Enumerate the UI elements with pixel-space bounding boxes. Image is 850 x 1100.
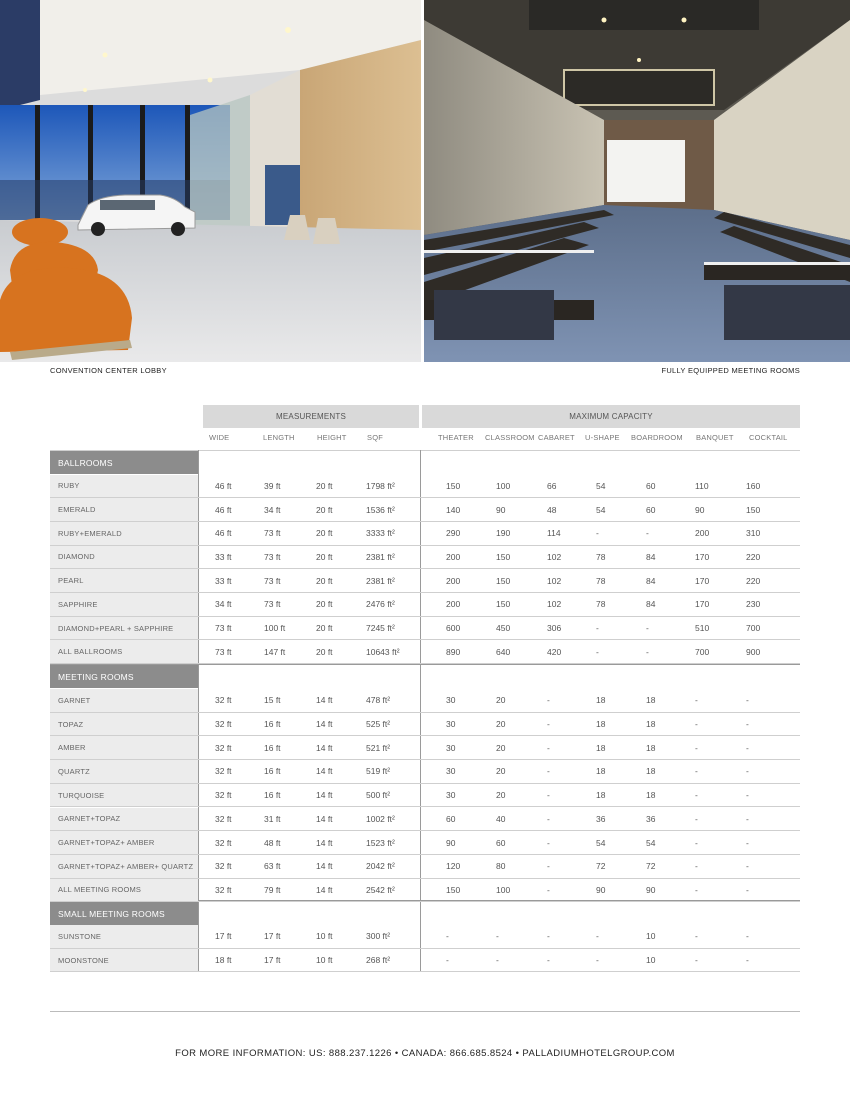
cell-boardroom: -: [646, 623, 649, 634]
convention-center-lobby-photo: [0, 0, 421, 362]
room-name: AMBER: [50, 736, 198, 759]
table-row: [50, 475, 800, 499]
cell-u-shape: 72: [596, 861, 606, 872]
cell-height: 20 ft: [316, 646, 333, 657]
cell-cabaret: -: [547, 931, 550, 942]
column-header-theater: THEATER: [438, 433, 474, 442]
cell-length: 63 ft: [264, 861, 281, 872]
maximum-capacity-group-header: MAXIMUM CAPACITY: [422, 405, 800, 428]
cell-theater: 200: [446, 551, 461, 562]
cell-wide: 34 ft: [215, 599, 232, 610]
cell-theater: 30: [446, 790, 456, 801]
room-name: GARNET+TOPAZ+ AMBER: [50, 831, 198, 854]
cell-banquet: 170: [695, 551, 710, 562]
cell-height: 20 ft: [316, 528, 333, 539]
cell-wide: 32 ft: [215, 766, 232, 777]
lobby-caption: CONVENTION CENTER LOBBY: [50, 366, 167, 375]
cell-sqf: 10643 ft²: [366, 646, 400, 657]
cell-banquet: -: [695, 837, 698, 848]
cell-u-shape: 18: [596, 719, 606, 730]
cell-sqf: 3333 ft²: [366, 528, 395, 539]
table-row: [50, 736, 800, 760]
cell-cabaret: -: [547, 742, 550, 753]
room-name: DIAMOND: [50, 546, 198, 569]
cell-banquet: 90: [695, 504, 705, 515]
cell-banquet: 170: [695, 599, 710, 610]
cell-wide: 73 ft: [215, 646, 232, 657]
cell-wide: 32 ft: [215, 884, 232, 895]
footer-rule: [50, 1011, 800, 1012]
cell-banquet: 110: [695, 480, 709, 491]
cell-banquet: 200: [695, 528, 710, 539]
cell-sqf: 2381 ft²: [366, 575, 395, 586]
cell-classroom: -: [496, 931, 499, 942]
room-name: SUNSTONE: [50, 925, 198, 948]
cell-boardroom: 10: [646, 955, 656, 966]
column-header-cocktail: COCKTAIL: [749, 433, 788, 442]
table-row: [50, 569, 800, 593]
column-header-classroom: CLASSROOM: [485, 433, 535, 442]
cell-wide: 46 ft: [215, 480, 232, 491]
cell-u-shape: -: [596, 623, 599, 634]
cell-classroom: 150: [496, 551, 511, 562]
cell-height: 20 ft: [316, 623, 333, 634]
cell-cabaret: 420: [547, 646, 562, 657]
cell-length: 16 ft: [264, 766, 281, 777]
cell-u-shape: 90: [596, 884, 606, 895]
room-name: ALL BALLROOMS: [50, 640, 198, 663]
cell-cabaret: 102: [547, 575, 562, 586]
cell-boardroom: 36: [646, 813, 656, 824]
cell-wide: 32 ft: [215, 742, 232, 753]
cell-cocktail: -: [746, 837, 749, 848]
cell-theater: 30: [446, 742, 456, 753]
cell-height: 14 ft: [316, 861, 333, 872]
cell-cocktail: 700: [746, 623, 761, 634]
cell-length: 73 ft: [264, 551, 281, 562]
cell-boardroom: 60: [646, 504, 656, 515]
cell-u-shape: 78: [596, 599, 606, 610]
cell-boardroom: 84: [646, 551, 656, 562]
section-header-ballrooms: BALLROOMS: [50, 451, 198, 474]
cell-height: 14 ft: [316, 884, 333, 895]
cell-wide: 18 ft: [215, 955, 232, 966]
cell-cocktail: -: [746, 955, 749, 966]
cell-height: 20 ft: [316, 575, 333, 586]
cell-length: 17 ft: [264, 955, 281, 966]
cell-cocktail: -: [746, 742, 749, 753]
cell-cocktail: 220: [746, 551, 761, 562]
cell-cabaret: -: [547, 719, 550, 730]
cell-height: 10 ft: [316, 931, 333, 942]
cell-wide: 46 ft: [215, 504, 232, 515]
table-row: [50, 831, 800, 855]
cell-sqf: 525 ft²: [366, 719, 391, 730]
cell-theater: 150: [446, 884, 461, 895]
cell-height: 14 ft: [316, 719, 333, 730]
cell-banquet: 510: [695, 623, 710, 634]
column-header-height: HEIGHT: [317, 433, 347, 442]
cell-sqf: 500 ft²: [366, 790, 391, 801]
cell-banquet: -: [695, 931, 698, 942]
cell-cabaret: -: [547, 813, 550, 824]
cell-theater: 60: [446, 813, 456, 824]
cell-length: 16 ft: [264, 719, 281, 730]
section-header-meeting-rooms: MEETING ROOMS: [50, 665, 198, 688]
cell-theater: 150: [446, 480, 461, 491]
cell-theater: -: [446, 931, 449, 942]
cell-banquet: -: [695, 955, 698, 966]
cell-wide: 32 ft: [215, 813, 232, 824]
cell-length: 31 ft: [264, 813, 281, 824]
cell-cabaret: -: [547, 884, 550, 895]
cell-sqf: 478 ft²: [366, 695, 391, 706]
cell-boardroom: 84: [646, 599, 656, 610]
cell-classroom: 20: [496, 719, 506, 730]
cell-wide: 17 ft: [215, 931, 232, 942]
meeting-room-photo: [424, 0, 850, 362]
cell-theater: -: [446, 955, 449, 966]
cell-boardroom: -: [646, 646, 649, 657]
table-row: [50, 546, 800, 570]
cell-boardroom: 18: [646, 695, 656, 706]
cell-classroom: 640: [496, 646, 511, 657]
cell-cabaret: -: [547, 790, 550, 801]
cell-u-shape: 78: [596, 575, 606, 586]
cell-boardroom: 18: [646, 719, 656, 730]
cell-cocktail: 900: [746, 646, 761, 657]
cell-u-shape: 78: [596, 551, 606, 562]
cell-height: 14 ft: [316, 790, 333, 801]
cell-classroom: 190: [496, 528, 511, 539]
cell-sqf: 1536 ft²: [366, 504, 395, 515]
cell-sqf: 2542 ft²: [366, 884, 395, 895]
cell-cabaret: -: [547, 766, 550, 777]
cell-height: 14 ft: [316, 766, 333, 777]
cell-classroom: 20: [496, 766, 506, 777]
cell-cocktail: 160: [746, 480, 761, 491]
cell-classroom: 80: [496, 861, 506, 872]
cell-boardroom: -: [646, 528, 649, 539]
cell-classroom: 100: [496, 884, 511, 895]
cell-boardroom: 72: [646, 861, 656, 872]
cell-banquet: -: [695, 742, 698, 753]
cell-wide: 32 ft: [215, 695, 232, 706]
room-name: MOONSTONE: [50, 949, 198, 972]
cell-theater: 30: [446, 766, 456, 777]
cell-length: 17 ft: [264, 931, 281, 942]
cell-classroom: 20: [496, 695, 506, 706]
cell-length: 16 ft: [264, 790, 281, 801]
cell-classroom: 150: [496, 599, 511, 610]
cell-banquet: -: [695, 813, 698, 824]
table-row: [50, 808, 800, 832]
room-name: DIAMOND+PEARL + SAPPHIRE: [50, 617, 198, 640]
cell-cocktail: 230: [746, 599, 761, 610]
table-row: [50, 522, 800, 546]
room-name: PEARL: [50, 569, 198, 592]
cell-cocktail: -: [746, 861, 749, 872]
cell-cabaret: 102: [547, 551, 562, 562]
cell-sqf: 519 ft²: [366, 766, 391, 777]
cell-banquet: 170: [695, 575, 710, 586]
cell-theater: 600: [446, 623, 461, 634]
cell-wide: 33 ft: [215, 551, 232, 562]
column-header-sqf: SQF: [367, 433, 384, 442]
cell-height: 14 ft: [316, 813, 333, 824]
cell-length: 73 ft: [264, 599, 281, 610]
cell-length: 34 ft: [264, 504, 281, 515]
cell-wide: 32 ft: [215, 790, 232, 801]
cell-height: 14 ft: [316, 742, 333, 753]
cell-cocktail: 310: [746, 528, 761, 539]
cell-sqf: 268 ft²: [366, 955, 391, 966]
cell-cabaret: 102: [547, 599, 562, 610]
room-name: GARNET+TOPAZ: [50, 808, 198, 831]
cell-length: 100 ft: [264, 623, 286, 634]
cell-wide: 33 ft: [215, 575, 232, 586]
cell-cabaret: -: [547, 861, 550, 872]
cell-u-shape: 18: [596, 695, 606, 706]
cell-length: 15 ft: [264, 695, 281, 706]
cell-theater: 290: [446, 528, 461, 539]
cell-height: 20 ft: [316, 551, 333, 562]
room-name: ALL MEETING ROOMS: [50, 879, 198, 902]
cell-boardroom: 90: [646, 884, 656, 895]
cell-u-shape: -: [596, 955, 599, 966]
cell-banquet: -: [695, 861, 698, 872]
cell-theater: 30: [446, 719, 456, 730]
cell-cocktail: -: [746, 813, 749, 824]
cell-u-shape: 54: [596, 480, 606, 491]
cell-wide: 32 ft: [215, 837, 232, 848]
cell-wide: 46 ft: [215, 528, 232, 539]
cell-cabaret: -: [547, 837, 550, 848]
cell-sqf: 2381 ft²: [366, 551, 395, 562]
cell-sqf: 1002 ft²: [366, 813, 395, 824]
cell-classroom: 60: [496, 837, 506, 848]
table-row: [50, 784, 800, 808]
cell-wide: 73 ft: [215, 623, 232, 634]
cell-classroom: 450: [496, 623, 511, 634]
table-row: [50, 713, 800, 737]
room-name: GARNET: [50, 689, 198, 712]
cell-cocktail: 220: [746, 575, 761, 586]
cell-theater: 140: [446, 504, 461, 515]
cell-u-shape: 54: [596, 504, 606, 515]
cell-cabaret: 66: [547, 480, 557, 491]
cell-boardroom: 54: [646, 837, 656, 848]
table-row: [50, 498, 800, 522]
cell-u-shape: 54: [596, 837, 606, 848]
footer-contact-info: FOR MORE INFORMATION: US: 888.237.1226 • CANADA: 866.685.8524 • PALLADIUMHOTELGROUP.COM: [175, 1048, 675, 1059]
cell-cocktail: 150: [746, 504, 761, 515]
cell-cocktail: -: [746, 884, 749, 895]
cell-length: 48 ft: [264, 837, 281, 848]
cell-theater: 30: [446, 695, 456, 706]
cell-cabaret: 114: [547, 528, 561, 539]
cell-sqf: 300 ft²: [366, 931, 391, 942]
cell-boardroom: 84: [646, 575, 656, 586]
cell-length: 79 ft: [264, 884, 281, 895]
cell-u-shape: -: [596, 528, 599, 539]
cell-height: 14 ft: [316, 695, 333, 706]
cell-sqf: 1523 ft²: [366, 837, 395, 848]
cell-banquet: -: [695, 695, 698, 706]
cell-u-shape: 18: [596, 742, 606, 753]
cell-cocktail: -: [746, 766, 749, 777]
cell-classroom: -: [496, 955, 499, 966]
cell-banquet: -: [695, 719, 698, 730]
cell-cocktail: -: [746, 790, 749, 801]
cell-theater: 90: [446, 837, 456, 848]
cell-banquet: -: [695, 790, 698, 801]
measurements-group-header: MEASUREMENTS: [203, 405, 419, 428]
cell-height: 14 ft: [316, 837, 333, 848]
table-row: [50, 689, 800, 713]
meeting-rooms-caption: FULLY EQUIPPED MEETING ROOMS: [661, 366, 800, 375]
table-row: [50, 617, 800, 641]
cell-length: 147 ft: [264, 646, 286, 657]
cell-banquet: -: [695, 766, 698, 777]
cell-height: 20 ft: [316, 599, 333, 610]
cell-cocktail: -: [746, 931, 749, 942]
cell-boardroom: 18: [646, 742, 656, 753]
cell-length: 73 ft: [264, 528, 281, 539]
room-name: SAPPHIRE: [50, 593, 198, 616]
cell-length: 16 ft: [264, 742, 281, 753]
room-name: QUARTZ: [50, 760, 198, 783]
cell-height: 20 ft: [316, 504, 333, 515]
cell-classroom: 20: [496, 742, 506, 753]
room-name: GARNET+TOPAZ+ AMBER+ QUARTZ: [50, 855, 198, 878]
column-header-length: LENGTH: [263, 433, 295, 442]
cell-classroom: 100: [496, 480, 511, 491]
cell-classroom: 90: [496, 504, 506, 515]
cell-cocktail: -: [746, 695, 749, 706]
cell-banquet: 700: [695, 646, 710, 657]
table-row: [50, 855, 800, 879]
cell-theater: 120: [446, 861, 461, 872]
room-name: RUBY+EMERALD: [50, 522, 198, 545]
cell-sqf: 7245 ft²: [366, 623, 395, 634]
room-name: TOPAZ: [50, 713, 198, 736]
table-row: [50, 593, 800, 617]
column-header-boardroom: BOARDROOM: [631, 433, 683, 442]
column-header-cabaret: CABARET: [538, 433, 575, 442]
cell-length: 73 ft: [264, 575, 281, 586]
cell-u-shape: 18: [596, 790, 606, 801]
capacity-table: [50, 405, 800, 972]
table-row: [50, 925, 800, 949]
cell-cabaret: -: [547, 695, 550, 706]
cell-height: 20 ft: [316, 480, 333, 491]
table-row: [50, 879, 800, 903]
cell-classroom: 40: [496, 813, 506, 824]
table-row: [50, 640, 800, 664]
room-name: RUBY: [50, 475, 198, 498]
room-name: TURQUOISE: [50, 784, 198, 807]
cell-u-shape: -: [596, 931, 599, 942]
cell-classroom: 20: [496, 790, 506, 801]
cell-sqf: 1798 ft²: [366, 480, 395, 491]
cell-u-shape: -: [596, 646, 599, 657]
column-header-wide: WIDE: [209, 433, 230, 442]
cell-length: 39 ft: [264, 480, 281, 491]
cell-sqf: 2476 ft²: [366, 599, 395, 610]
cell-u-shape: 18: [596, 766, 606, 777]
cell-wide: 32 ft: [215, 719, 232, 730]
cell-cabaret: 306: [547, 623, 562, 634]
cell-sqf: 521 ft²: [366, 742, 391, 753]
cell-cabaret: 48: [547, 504, 557, 515]
cell-cabaret: -: [547, 955, 550, 966]
cell-theater: 200: [446, 599, 461, 610]
cell-sqf: 2042 ft²: [366, 861, 395, 872]
cell-banquet: -: [695, 884, 698, 895]
column-header-u-shape: U-SHAPE: [585, 433, 620, 442]
section-header-small-meeting-rooms: SMALL MEETING ROOMS: [50, 902, 198, 925]
cell-boardroom: 18: [646, 790, 656, 801]
room-name: EMERALD: [50, 498, 198, 521]
cell-boardroom: 60: [646, 480, 656, 491]
cell-theater: 890: [446, 646, 461, 657]
cell-wide: 32 ft: [215, 861, 232, 872]
cell-classroom: 150: [496, 575, 511, 586]
cell-height: 10 ft: [316, 955, 333, 966]
cell-theater: 200: [446, 575, 461, 586]
cell-boardroom: 10: [646, 931, 656, 942]
cell-u-shape: 36: [596, 813, 606, 824]
table-row: [50, 760, 800, 784]
cell-cocktail: -: [746, 719, 749, 730]
column-header-banquet: BANQUET: [696, 433, 734, 442]
table-row: [50, 949, 800, 973]
cell-boardroom: 18: [646, 766, 656, 777]
